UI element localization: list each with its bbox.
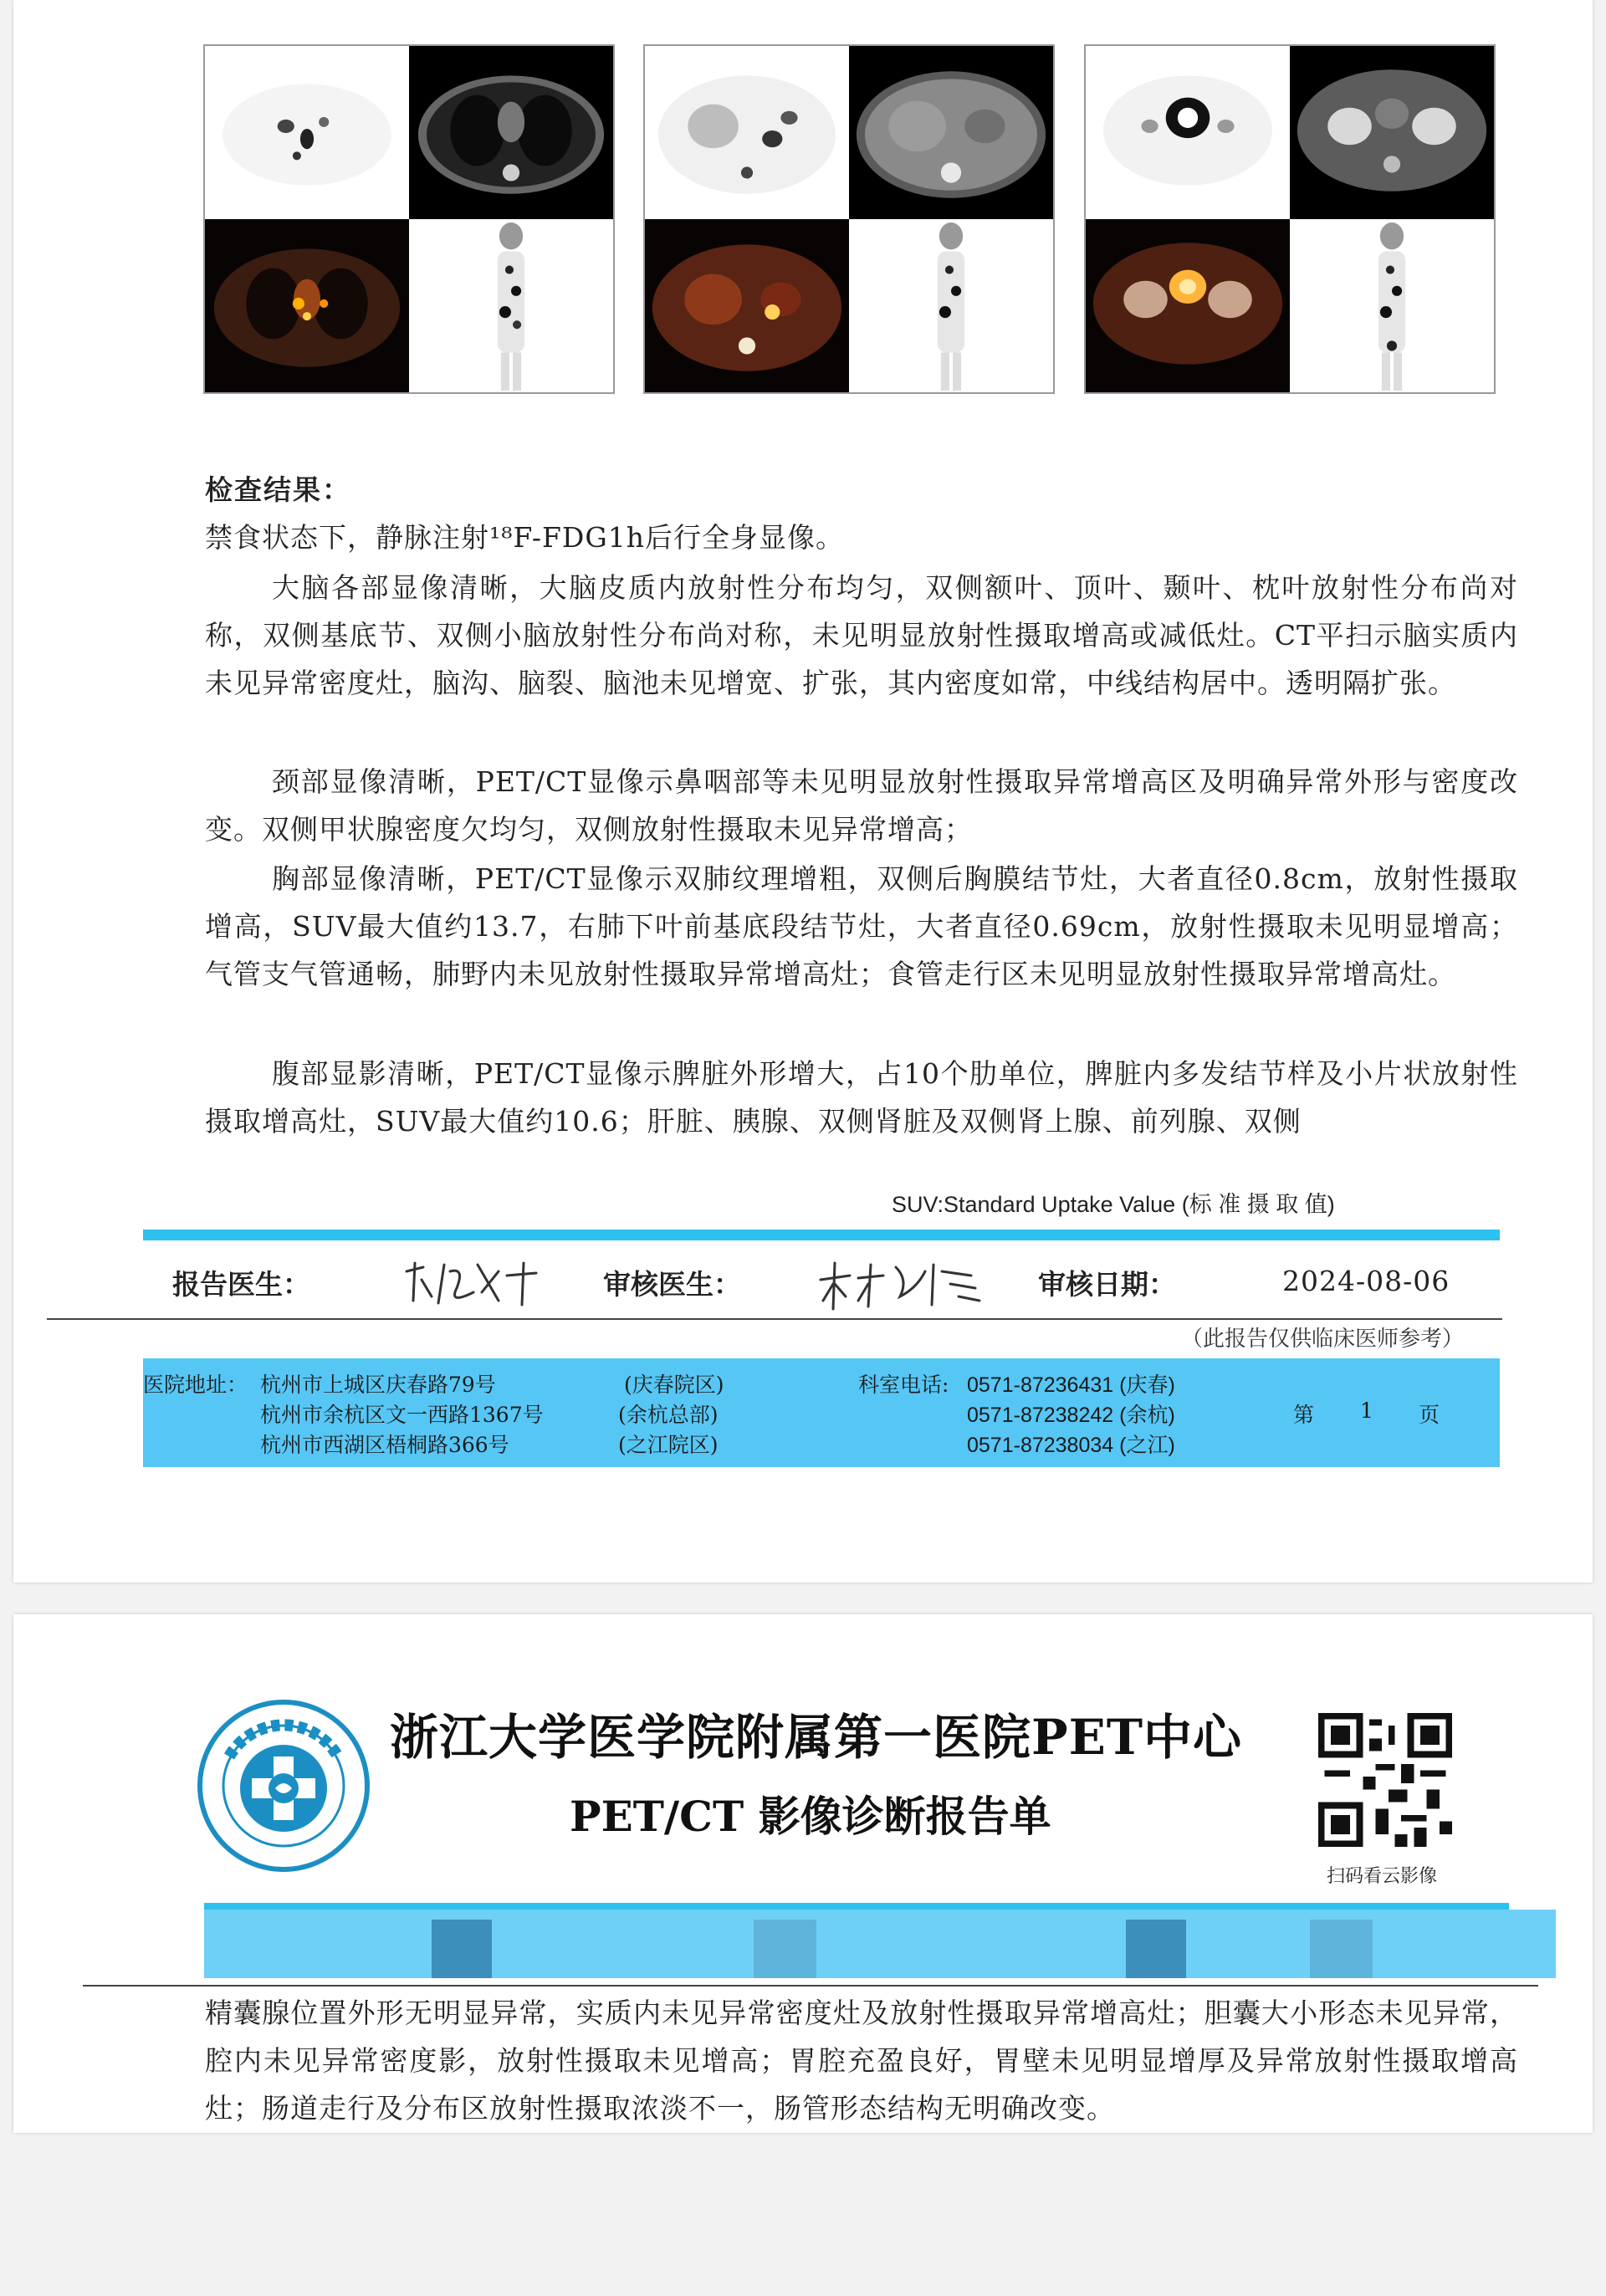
review-doctor-label: 审核医生： [603,1268,741,1301]
phone-zhijiang: 0571-87238034 (之江) [967,1434,1175,1457]
reference-note: （此报告仅供临床医师参考） [1181,1327,1465,1352]
page-suffix: 页 [1419,1403,1440,1427]
review-doctor-signature [816,1255,984,1313]
address-qingchun: 杭州市上城区庆春路79号 [260,1373,496,1397]
campus-zhijiang: (之江院区) [618,1433,719,1457]
phone-yuhang: 0571-87238242 (余杭) [967,1404,1175,1427]
pet-axial-image [205,46,409,219]
report-page-1 [13,0,1593,1583]
campus-yuhang: (余杭总部) [618,1403,719,1427]
address-yuhang: 杭州市余杭区文一西路1367号 [260,1403,544,1427]
pet-ct-panel-abdomen[interactable] [643,44,1055,394]
pet-ct-panel-chest[interactable] [203,44,615,394]
campus-qingchun: (庆春院区) [624,1373,724,1397]
section-title: 检查结果： [205,473,351,506]
address-label: 医院地址： [143,1373,248,1397]
redacted-block [1126,1920,1186,1978]
mip-whole-body-image [409,219,613,392]
redacted-block [754,1920,816,1978]
mip-whole-body-image [1290,219,1494,392]
document-title: PET/CT 影像诊断报告单 [570,1792,1051,1841]
mip-whole-body-image [849,219,1053,392]
redacted-block [432,1920,492,1978]
hospital-logo [196,1698,371,1874]
pet-ct-panel-pelvis[interactable] [1084,44,1496,394]
phone-qingchun: 0571-87236431 (庆春) [967,1373,1175,1397]
report-doctor-signature [398,1255,549,1313]
findings-brain: 大脑各部显像清晰，大脑皮质内放射性分布均匀，双侧额叶、顶叶、颞叶、枕叶放射性分布尚对称，双侧基底节、双侧小脑放射性分布尚对称，未见明显放射性摄取增高或减低灶。CT平扫示脑实质内未见异常密度灶，脑沟、脑裂、脑池未见增宽、扩张，其内密度如常，中线结构居中。透明隔扩张。 [205,571,1518,699]
address-zhijiang: 杭州市西湖区梧桐路366号 [260,1433,509,1457]
findings-neck: 颈部显像清晰，PET/CT显像示鼻咽部等未见明显放射性摄取异常增高区及明确异常外形与密度改变。双侧甲状腺密度欠均匀，双侧放射性摄取未见异常增高； [205,765,1518,846]
ct-axial-image [409,46,613,219]
findings-intro: 禁食状态下，静脉注射¹⁸F-FDG1h后行全身显像。 [205,521,844,554]
accent-bar [143,1230,1500,1240]
pet-axial-image [1086,46,1290,219]
page-prefix: 第 [1293,1403,1315,1427]
report-doctor-label: 报告医生： [172,1268,310,1301]
review-date: 2024-08-06 [1282,1265,1450,1297]
phone-label: 科室电话: [858,1373,949,1397]
ct-axial-image [1290,46,1494,219]
ct-axial-image [849,46,1053,219]
review-date-label: 审核日期： [1038,1268,1176,1301]
page-number: 1 [1360,1399,1373,1423]
qr-code[interactable] [1318,1713,1452,1847]
findings-abdomen: 腹部显影清晰，PET/CT显像示脾脏外形增大，占10个肋单位，脾脏内多发结节样及小片状放射性摄取增高灶，SUV最大值约10.6；肝脏、胰腺、双侧肾脏及双侧肾上腺、前列腺、双侧 [205,1057,1518,1138]
fusion-axial-image [1086,219,1290,392]
signature-row [172,1255,1494,1313]
fusion-axial-image [645,219,849,392]
findings-continuation: 精囊腺位置外形无明显异常，实质内未见异常密度灶及放射性摄取异常增高灶；胆囊大小形态未见异常，腔内未见异常密度影，放射性摄取未见增高；胃腔充盈良好，胃壁未见明显增厚及异常放射性摄取增高灶；肠道走行及分布区放射性摄取浓淡不一，肠管形态结构无明确改变。 [205,1997,1518,2125]
pet-axial-image [645,46,849,219]
fusion-axial-image [205,219,409,392]
divider [83,1985,1538,1987]
suv-note: SUV:Standard Uptake Value (标 准 摄 取 值) [892,1192,1335,1217]
report-page-2 [13,1614,1593,2133]
hospital-footer [143,1358,1500,1467]
redacted-block [1310,1920,1373,1978]
divider [47,1318,1502,1320]
hospital-title: 浙江大学医学院附属第一医院PET中心 [390,1709,1242,1766]
qr-caption: 扫码看云影像 [1327,1865,1438,1886]
findings-chest: 胸部显像清晰，PET/CT显像示双肺纹理增粗，双侧后胸膜结节灶，大者直径0.8cm，放射性摄取增高，SUV最大值约13.7，右肺下叶前基底段结节灶，大者直径0.69cm，放射性摄取未见明显增高；气管支气管通畅，肺野内未见放射性摄取异常增高灶；食管走行区未见明显放射性摄取异常增高灶。 [205,862,1519,990]
